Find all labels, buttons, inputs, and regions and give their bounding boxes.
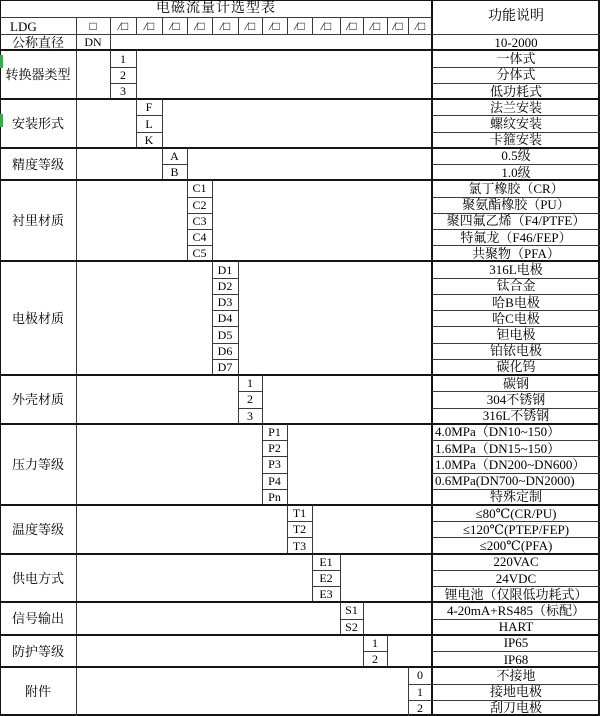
option-code-cell: 1 (247, 376, 253, 391)
model-slot-cell: /□ (117, 19, 129, 34)
block-label-8: 供电方式 (11, 570, 64, 586)
code-column-right (312, 505, 313, 554)
option-desc-cell: IP65 (503, 635, 529, 651)
code-column-right (187, 148, 188, 180)
option-desc-cell: 碳钢 (502, 375, 529, 391)
dn-code-cell: DN (84, 35, 102, 50)
block-label-6: 压力等级 (11, 456, 64, 472)
option-desc-cell: 0.6MPa(DN700~DN2000) (435, 473, 575, 489)
code-column-right (287, 424, 288, 505)
block-label-4: 电极材质 (11, 310, 64, 326)
option-code-cell: C1 (192, 181, 207, 196)
option-desc-cell: 锂电池（仅限低功耗式） (444, 586, 588, 602)
slot-divider (238, 18, 239, 34)
option-code-cell: T1 (292, 506, 307, 521)
green-artifact-mark (0, 114, 3, 127)
model-slot-cell: /□ (194, 19, 205, 34)
code-column-right (136, 50, 137, 99)
option-code-cell: E3 (319, 587, 333, 602)
option-code-cell: S2 (345, 619, 358, 634)
option-desc-cell: 钛合金 (496, 278, 536, 294)
code-column-right (340, 554, 341, 603)
option-code-cell: D7 (217, 359, 233, 374)
slot-divider (162, 18, 163, 34)
option-desc-cell: 0.5级 (501, 148, 531, 164)
slot-divider (387, 18, 388, 34)
option-code-cell: 2 (372, 652, 378, 667)
option-desc-cell: 共聚物（PFA） (472, 245, 560, 261)
model-prefix-cell: LDG (10, 18, 37, 34)
option-desc-cell: 聚氨酯橡胶（PU） (462, 197, 570, 213)
model-slot-cell: /□ (294, 19, 305, 34)
option-desc-cell: 1.6MPa（DN15~150） (435, 440, 561, 456)
model-box-cell: □ (89, 19, 97, 34)
code-column-right (162, 99, 163, 148)
option-code-cell: K (144, 132, 154, 147)
label-column-divider (76, 18, 77, 716)
block-label-2: 精度等级 (11, 156, 64, 172)
slot-divider (262, 18, 263, 34)
option-code-cell: D6 (217, 343, 233, 358)
option-desc-cell: 分体式 (496, 67, 536, 83)
option-desc-cell: 氯丁橡胶（CR） (468, 180, 564, 196)
slot-divider (212, 18, 213, 34)
table-title: 电磁流量计选型表 (156, 1, 276, 16)
green-artifact-mark (0, 55, 3, 68)
option-code-cell: C3 (192, 213, 207, 228)
slot-divider (312, 18, 313, 34)
model-slot-cell: /□ (392, 19, 403, 34)
option-code-cell: 2 (247, 392, 253, 407)
option-code-cell: E2 (319, 571, 333, 586)
option-desc-cell: 哈C电极 (492, 310, 540, 326)
block-label-7: 温度等级 (11, 521, 64, 537)
model-slot-cell: /□ (414, 19, 426, 34)
option-code-cell: P1 (268, 424, 281, 439)
option-code-cell: D5 (217, 327, 233, 342)
option-code-cell: 1 (417, 684, 423, 699)
option-code-cell: 3 (120, 84, 126, 99)
option-desc-cell: 接地电极 (489, 684, 542, 700)
option-desc-cell: 聚四氟乙烯（F4/PTFE） (446, 213, 586, 229)
model-slot-cell: /□ (143, 19, 155, 34)
option-desc-cell: HART (498, 619, 534, 635)
option-desc-cell: 特氟龙（F46/FEP） (460, 229, 572, 245)
option-code-cell: F (145, 100, 153, 115)
option-desc-cell: ≤200℃(PFA) (479, 538, 553, 554)
option-code-cell: P3 (268, 457, 281, 472)
option-desc-cell: IP68 (503, 651, 529, 667)
function-column-header: 功能说明 (488, 9, 544, 25)
option-code-cell: C2 (192, 197, 207, 212)
option-desc-cell: 4-20mA+RS485（标配） (446, 602, 586, 618)
option-desc-cell: 碳化钨 (496, 359, 536, 375)
option-desc-cell: 钽电极 (496, 327, 536, 343)
option-code-cell: 1 (120, 51, 126, 66)
model-slot-cell: /□ (219, 19, 231, 34)
model-slot-cell: /□ (346, 19, 357, 34)
slot-divider (187, 18, 188, 34)
option-desc-cell: ≤120℃(PTEP/FEP) (462, 521, 570, 537)
option-code-cell: A (170, 148, 179, 163)
model-slot-cell: /□ (320, 19, 332, 34)
option-desc-cell: 铂铱电极 (489, 343, 542, 359)
option-code-cell: Pn (268, 489, 281, 504)
slot-divider (287, 18, 288, 34)
block-label-11: 附件 (24, 684, 51, 700)
option-desc-cell: 哈B电极 (492, 294, 540, 310)
slot-divider (136, 18, 137, 34)
model-slot-cell: /□ (369, 19, 381, 34)
option-desc-cell: 不接地 (496, 667, 536, 683)
option-code-cell: 2 (417, 700, 423, 715)
block-label-1: 安装形式 (11, 116, 64, 131)
option-desc-cell: 316L电极 (489, 262, 543, 278)
option-desc-cell: 螺纹安装 (489, 116, 542, 131)
code-column-right (212, 180, 213, 261)
code-column-right (238, 261, 239, 375)
block-label-0: 转换器类型 (5, 67, 71, 83)
block-label-5: 外壳材质 (11, 391, 64, 407)
option-code-cell: C4 (192, 230, 207, 245)
option-desc-cell: 220VAC (493, 554, 539, 570)
code-column-right (262, 375, 263, 424)
dn-label-cell: 公称直径 (11, 34, 64, 50)
option-code-cell: E1 (319, 554, 333, 569)
slot-divider (408, 18, 409, 34)
option-desc-cell: 卡箍安装 (489, 132, 542, 148)
option-code-cell: 2 (120, 67, 126, 82)
option-desc-cell: 316L不锈钢 (482, 408, 550, 424)
option-code-cell: 3 (247, 408, 253, 423)
slot-divider (363, 18, 364, 34)
model-slot-cell: /□ (269, 19, 280, 34)
option-desc-cell: 法兰安装 (489, 99, 542, 115)
option-desc-cell: 304不锈钢 (486, 391, 546, 407)
option-desc-cell: ≤80℃(CR/PU) (475, 505, 557, 521)
option-desc-cell: 1.0MPa（DN200~DN600） (435, 456, 586, 472)
block-label-3: 衬里材质 (11, 213, 64, 229)
option-code-cell: P4 (268, 473, 281, 488)
option-code-cell: B (170, 165, 179, 180)
option-code-cell: L (145, 116, 153, 131)
option-code-cell: 1 (372, 635, 378, 650)
option-desc-cell: 1.0级 (501, 164, 531, 180)
option-code-cell: T2 (292, 522, 307, 537)
option-desc-cell: 4.0MPa（DN10~150） (435, 424, 561, 440)
option-desc-cell: 低功耗式 (489, 83, 542, 99)
block-label-9: 信号输出 (11, 611, 64, 627)
option-code-cell: D1 (217, 262, 233, 277)
option-code-cell: D2 (217, 278, 233, 293)
dn-range-cell: 10-2000 (494, 34, 538, 50)
option-desc-cell: 一体式 (496, 51, 536, 67)
slot-divider (340, 18, 341, 34)
option-desc-cell: 刮刀电极 (489, 700, 542, 716)
option-code-cell: S1 (345, 603, 358, 618)
option-code-cell: D3 (217, 295, 233, 310)
option-code-cell: C5 (192, 246, 207, 261)
code-column-right (387, 635, 388, 667)
option-desc-cell: 24VDC (495, 570, 537, 586)
option-code-cell: P2 (268, 441, 281, 456)
option-code-cell: T3 (292, 538, 307, 553)
option-code-cell: D4 (217, 311, 233, 326)
option-code-cell: 0 (417, 668, 423, 683)
code-column-right (363, 602, 364, 634)
model-slot-cell: /□ (244, 19, 256, 34)
model-slot-cell: /□ (169, 19, 180, 34)
block-label-10: 防护等级 (11, 643, 64, 659)
option-desc-cell: 特殊定制 (489, 489, 542, 505)
